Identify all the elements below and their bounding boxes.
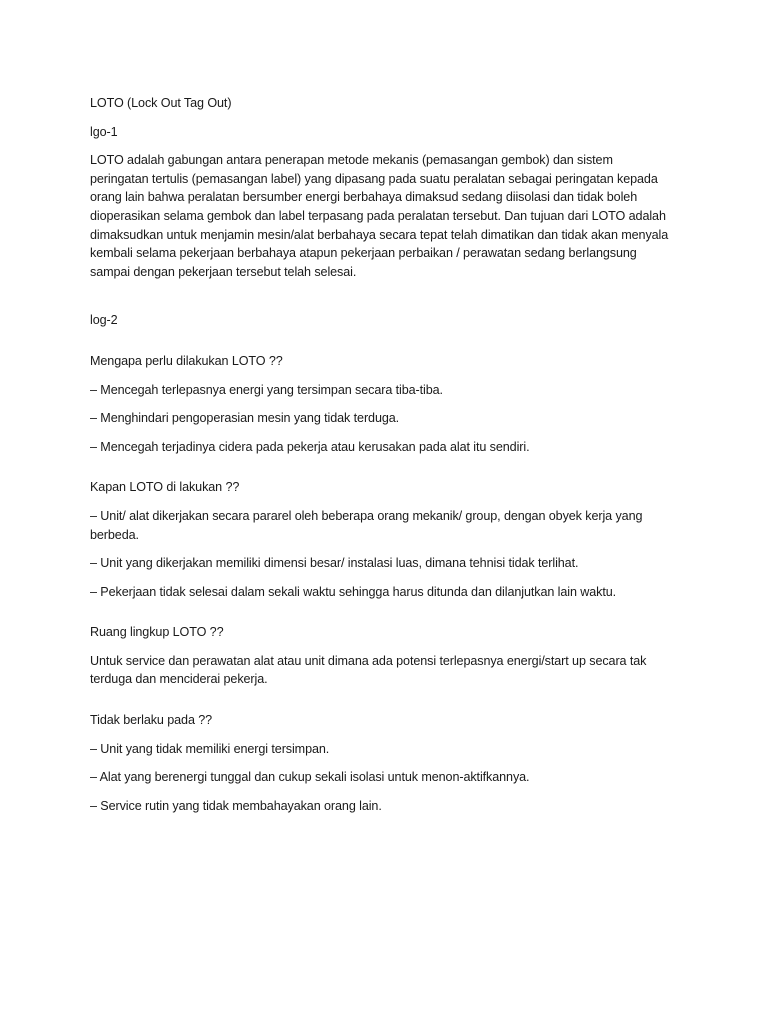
list-item: – Mencegah terlepasnya energi yang tersimpan secara tiba-tiba.: [90, 382, 443, 397]
list-item: – Service rutin yang tidak membahayakan orang lain.: [90, 798, 382, 813]
list-item: – Menghindari pengoperasian mesin yang tidak terduga.: [90, 411, 400, 426]
section-label-2: log-2: [90, 313, 118, 328]
section-label-1: lgo-1: [90, 124, 118, 139]
intro-paragraph: LOTO adalah gabungan antara penerapan metode mekanis (pemasangan gembok) dan sistem peringatan tertulis (pemasangan label) yang dipasang pada suatu peralatan sebagai peringatan kepada orang lain bahwa peralatan bersumber energi berbahaya dimaksud sedang diisolasi dan tidak boleh dioperasikan selama gembok dan label terpasang pada peralatan tersebut. Dan tujuan dari LOTO adalah dimaksudkan untuk menjamin mesin/alat berbahaya secara tepat telah dimatikan dan tidak akan menyala kembali selama pekerjaan berbahaya atapun pekerjaan perbaikan / perawatan sedang berlangsung sampai dengan pekerjaan tersebut telah selesai.: [90, 153, 669, 279]
list-item: – Pekerjaan tidak selesai dalam sekali waktu sehingga harus ditunda dan dilanjutkan lain waktu.: [90, 584, 617, 599]
when-heading: Kapan LOTO di lakukan ??: [90, 480, 240, 495]
scope-heading: Ruang lingkup LOTO ??: [90, 625, 224, 640]
why-heading: Mengapa perlu dilakukan LOTO ??: [90, 353, 283, 368]
list-item: – Unit yang tidak memiliki energi tersimpan.: [90, 741, 330, 756]
list-item: – Unit/ alat dikerjakan secara pararel oleh beberapa orang mekanik/ group, dengan obyek kerja yang berbeda.: [90, 508, 643, 542]
scope-paragraph: Untuk service dan perawatan alat atau unit dimana ada potensi terlepasnya energi/start up secara tak terduga dan menciderai pekerja.: [90, 653, 647, 687]
exempt-heading: Tidak berlaku pada ??: [90, 713, 213, 728]
list-item: – Unit yang dikerjakan memiliki dimensi besar/ instalasi luas, dimana tehnisi tidak terlihat.: [90, 556, 579, 571]
list-item: – Mencegah terjadinya cidera pada pekerja atau kerusakan pada alat itu sendiri.: [90, 439, 530, 454]
document-page: [90, 94, 670, 825]
document-title: LOTO (Lock Out Tag Out): [90, 96, 232, 110]
list-item: – Alat yang berenergi tunggal dan cukup sekali isolasi untuk menon-aktifkannya.: [90, 770, 530, 785]
